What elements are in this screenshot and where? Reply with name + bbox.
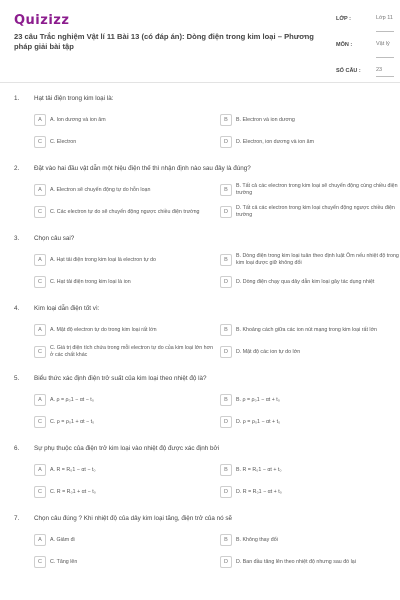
answer-option[interactable] [220,134,400,150]
question-header [0,372,400,384]
question-number: 2. [14,164,20,172]
question-item [0,512,400,570]
option-letter-box[interactable]: C [34,276,46,288]
option-letter-box[interactable]: C [34,346,46,358]
option-letter-box[interactable]: C [34,136,46,148]
answer-option[interactable] [34,554,214,570]
option-text: C. Tăng lên [50,558,78,565]
option-letter-box[interactable]: A [34,534,46,546]
answer-option[interactable] [34,392,214,408]
answer-option[interactable] [34,182,214,198]
answer-option[interactable] [220,484,400,500]
option-letter-box[interactable]: D [220,206,232,218]
question-item [0,162,400,220]
meta-value: Vật lý [376,40,394,58]
answer-option[interactable] [220,274,400,290]
option-text: B. Dòng điện trong kim loại tuân theo định luật Ôm nếu nhiệt độ trong kim loại được giữ không đổi [236,253,399,266]
answer-option[interactable] [34,322,214,338]
option-letter-box[interactable]: D [220,136,232,148]
question-number: 7. [14,514,20,522]
option-letter-box[interactable]: A [34,254,46,266]
answer-option[interactable] [220,252,400,268]
option-letter-box[interactable]: B [220,394,232,406]
option-text: B. Electron và ion dương [236,116,295,123]
option-letter-box[interactable]: C [34,206,46,218]
answer-options [0,112,400,150]
option-letter-box[interactable]: A [34,394,46,406]
option-letter-box[interactable]: B [220,324,232,336]
answer-option[interactable] [220,182,400,198]
answer-option[interactable] [220,532,400,548]
option-letter-box[interactable]: A [34,464,46,476]
answer-option[interactable] [34,344,214,360]
answer-option[interactable] [34,462,214,478]
answer-option[interactable] [34,414,214,430]
meta-row [336,40,394,58]
option-letter-box[interactable]: D [220,416,232,428]
meta-value: 23 [376,66,394,77]
question-number: 4. [14,304,20,312]
question-list [0,92,400,582]
option-letter-box[interactable]: B [220,254,232,266]
answer-options [0,532,400,570]
option-text: A. Hạt tải điện trong kim loại là electron tự do [50,256,157,263]
question-number: 6. [14,444,20,452]
option-text: B. Khoảng cách giữa các ion nút mạng trong kim loại rất lớn [236,326,377,333]
question-header [0,302,400,314]
meta-panel [336,14,394,85]
option-text: B. ρ = ρ₀1 − αt + t₀ [236,396,280,403]
question-number: 3. [14,234,20,242]
meta-label: LỚP : [336,16,351,22]
answer-option[interactable] [34,112,214,128]
meta-label: SỐ CÂU : [336,68,361,74]
option-text: A. ρ = ρ₀1 − αt − t₀ [50,396,94,403]
answer-options [0,182,400,220]
option-letter-box[interactable]: D [220,486,232,498]
meta-label: MÔN : [336,42,353,48]
answer-option[interactable] [34,204,214,220]
option-letter-box[interactable]: C [34,416,46,428]
answer-option[interactable] [220,322,400,338]
question-header [0,232,400,244]
answer-option[interactable] [34,252,214,268]
question-number: 5. [14,374,20,382]
option-text: C. R = R₀1 + αt − t₀ [50,488,96,495]
meta-row [336,66,394,77]
question-text: Kim loại dẫn điện tốt vì: [34,304,100,312]
quizizz-logo[interactable]: Quizizz [14,13,70,28]
question-item [0,232,400,290]
question-header [0,92,400,104]
answer-option[interactable] [34,274,214,290]
answer-options [0,462,400,500]
option-letter-box[interactable]: A [34,324,46,336]
answer-options [0,252,400,290]
option-letter-box[interactable]: B [220,184,232,196]
question-text: Chọn câu đúng ? Khi nhiệt độ của dây kim loại tăng, điện trở của nó sẽ [34,514,233,522]
option-text: A. R = R₀1 − αt − t₀ [50,466,96,473]
option-letter-box[interactable]: B [220,464,232,476]
option-letter-box[interactable]: D [220,346,232,358]
worksheet-header [0,0,400,83]
option-text: C. Giá trị điện tích chứa trong mỗi electron tự do của kim loại lớn hơn ở các chất khác [50,345,214,358]
meta-row [336,14,394,32]
question-header [0,512,400,524]
option-text: D. Electron, ion dương và ion âm [236,138,314,145]
option-text: C. Các electron tự do sẽ chuyển động ngược chiều điện trường [50,208,200,215]
question-item [0,92,400,150]
option-text: A. Ion dương và ion âm [50,116,106,123]
option-letter-box[interactable]: D [220,276,232,288]
option-letter-box[interactable]: B [220,114,232,126]
question-header [0,162,400,174]
answer-option[interactable] [220,112,400,128]
answer-options [0,392,400,430]
option-text: B. R = R₀1 − αt + t₀ [236,466,282,473]
question-item [0,372,400,430]
option-letter-box[interactable]: C [34,486,46,498]
meta-value: Lớp 11 [376,14,394,32]
option-text: A. Giảm đi [50,536,75,543]
page-title: 23 câu Trắc nghiệm Vật lí 11 Bài 13 (có đáp án): Dòng điện trong kim loại – Phương pháp giải bài tập [14,32,314,51]
question-header [0,442,400,454]
option-text: D. R = R₀1 − αt + t₀ [236,488,282,495]
question-text: Chọn câu sai? [34,234,75,242]
option-letter-box[interactable]: A [34,184,46,196]
question-text: Đặt vào hai đầu vật dẫn một hiệu điện thế thì nhận định nào sau đây là đúng? [34,164,251,172]
option-text: C. ρ = ρ₀1 + αt − t₀ [50,418,95,425]
answer-option[interactable] [34,484,214,500]
question-item [0,302,400,360]
option-text: D. Mật độ các ion tự do lớn [236,348,301,355]
question-text: Biểu thức xác định điện trở suất của kim loại theo nhiệt độ là? [34,374,207,382]
option-text: B. Tất cả các electron trong kim loại sẽ chuyển động cùng chiều điện trường [236,183,398,196]
question-item [0,442,400,500]
option-letter-box[interactable]: B [220,534,232,546]
question-text: Hạt tải điện trong kim loại là: [34,94,114,102]
option-text: D. Dòng điện chạy qua dây dẫn kim loại gây tác dụng nhiệt [236,278,375,285]
answer-option[interactable] [34,532,214,548]
option-letter-box[interactable]: C [34,556,46,568]
answer-option[interactable] [220,462,400,478]
answer-options [0,322,400,360]
option-text: C. Electron [50,138,77,145]
option-text: A. Mật độ electron tự do trong kim loại rất lớn [50,326,157,333]
answer-option[interactable] [34,134,214,150]
option-text: A. Electron sẽ chuyển động tự do hỗn loạn [50,186,151,193]
option-text: D. Ban đầu tăng lên theo nhiệt độ nhưng sau đó lại [236,558,356,565]
answer-option[interactable] [220,414,400,430]
answer-option[interactable] [220,344,400,360]
answer-option[interactable] [220,204,400,220]
question-number: 1. [14,94,20,102]
answer-option[interactable] [220,554,400,570]
option-text: D. ρ = ρ₀1 − αt + t₀ [236,418,281,425]
option-letter-box[interactable]: D [220,556,232,568]
option-text: C. Hạt tải điện trong kim loại là ion [50,278,131,285]
answer-option[interactable] [220,392,400,408]
option-text: D. Tất cả các electron trong kim loại chuyển động ngược chiều điện trường [236,205,395,218]
question-text: Sự phụ thuộc của điện trở kim loại vào nhiệt độ được xác định bởi [34,444,219,452]
option-text: B. Không thay đổi [236,536,278,543]
option-letter-box[interactable]: A [34,114,46,126]
